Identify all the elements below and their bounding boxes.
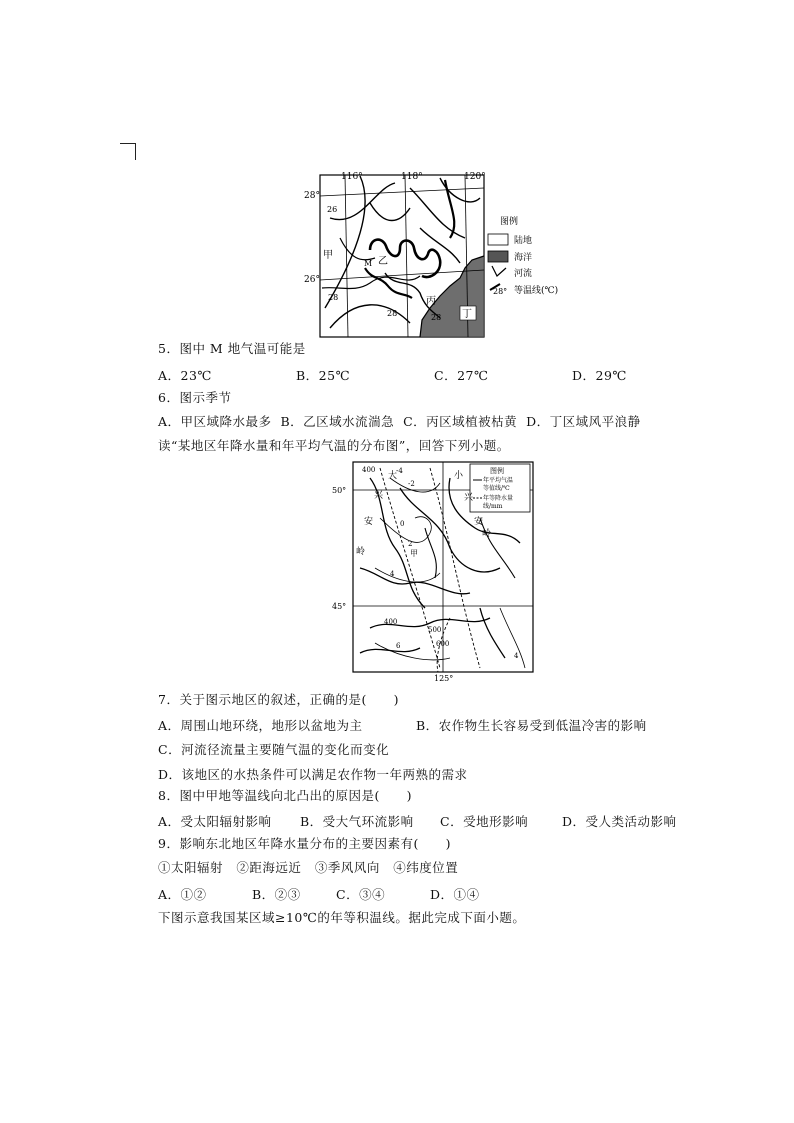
place-label-m: M bbox=[364, 259, 373, 268]
mountain-label: 岭 bbox=[356, 547, 366, 557]
legend2-precip: 年等降水量 bbox=[483, 495, 514, 502]
river-icon bbox=[492, 266, 506, 276]
isotherm-label: 26 bbox=[327, 205, 338, 214]
q8-option-d[interactable]: D．受人类活动影响 bbox=[562, 814, 677, 829]
q7-option-d[interactable]: D．该地区的水热条件可以满足农作物一年两熟的需求 bbox=[158, 767, 468, 782]
lon-label: 116° bbox=[341, 172, 363, 182]
mountain-label: 安 bbox=[364, 517, 374, 527]
q5-option-a[interactable]: A．23℃ bbox=[158, 368, 212, 383]
isotherm-label: 28 bbox=[328, 293, 339, 302]
intro-2: 读“某地区年降水量和年平均气温的分布图”，回答下列小题。 bbox=[158, 438, 510, 453]
legend-ocean: 海洋 bbox=[514, 253, 533, 263]
lat-label: 26° bbox=[304, 275, 320, 285]
mountain-label: 兴 bbox=[374, 491, 384, 501]
lon-label: 118° bbox=[401, 172, 423, 182]
lon-label: 120° bbox=[464, 172, 486, 182]
legend2-precip-unit: 线/mm bbox=[483, 503, 503, 510]
q7-option-b[interactable]: B．农作物生长容易受到低温冷害的影响 bbox=[416, 718, 647, 733]
temp-label: 6 bbox=[396, 642, 401, 650]
legend2-temp: 年平均气温 bbox=[483, 477, 514, 484]
q8-option-c[interactable]: C．受地形影响 bbox=[440, 814, 529, 829]
q5-option-b[interactable]: B．25℃ bbox=[296, 368, 351, 383]
place-label-yi: 乙 bbox=[378, 256, 388, 267]
corner-bracket bbox=[120, 143, 136, 160]
place-label-jia: 甲 bbox=[323, 250, 333, 261]
precip-label: 500 bbox=[428, 626, 442, 634]
q5-option-c[interactable]: C．27℃ bbox=[434, 368, 489, 383]
temp-label: 4 bbox=[390, 570, 395, 578]
temp-label: -4 bbox=[396, 467, 403, 475]
legend2-title: 图例 bbox=[490, 467, 504, 475]
lat-label: 50° bbox=[332, 486, 347, 495]
q9-option-b[interactable]: B．②③ bbox=[252, 887, 301, 902]
lat-label: 28° bbox=[304, 191, 320, 201]
q9-option-d[interactable]: D．①④ bbox=[430, 887, 480, 902]
precip-label: 600 bbox=[436, 640, 450, 648]
temp-label: 2 bbox=[408, 540, 413, 548]
mountain-label: 安 bbox=[474, 517, 484, 527]
q5-option-d[interactable]: D．29℃ bbox=[572, 368, 627, 383]
q9-option-a[interactable]: A．①② bbox=[158, 887, 207, 902]
q7-option-c[interactable]: C．河流径流量主要随气温的变化而变化 bbox=[158, 742, 390, 757]
precip-label: 400 bbox=[384, 618, 398, 626]
q9-stem: 9．影响东北地区年降水量分布的主要因素有( ) bbox=[158, 836, 452, 851]
mountain-label: 大 bbox=[388, 471, 398, 481]
legend-river: 河流 bbox=[514, 269, 533, 279]
q9-factors: ①太阳辐射 ②距海远近 ③季风风向 ④纬度位置 bbox=[158, 860, 459, 875]
map-1-figure bbox=[300, 168, 600, 343]
mountain-label: 兴 bbox=[464, 493, 474, 503]
place-label-jia: 甲 bbox=[410, 549, 418, 558]
q6-options[interactable]: A．甲区域降水最多 B．乙区域水流湍急 C．丙区域植被枯黄 D．丁区域风平浪静 bbox=[158, 414, 641, 429]
map-1 bbox=[300, 168, 600, 343]
precip-label: 400 bbox=[362, 466, 376, 474]
temp-label: 4 bbox=[514, 652, 519, 660]
map-2 bbox=[330, 458, 540, 683]
q8-option-b[interactable]: B．受大气环流影响 bbox=[300, 814, 414, 829]
legend-iso-value: 28° bbox=[493, 287, 508, 296]
legend-isotherm: 等温线(℃) bbox=[514, 286, 559, 296]
place-label-bing: 丙 bbox=[426, 296, 436, 307]
outro-text: 下图示意我国某区域≥10℃的年等积温线。据此完成下面小题。 bbox=[158, 910, 526, 925]
mountain-label: 岭 bbox=[482, 529, 492, 539]
mountain-label: 小 bbox=[454, 471, 464, 481]
lat-label: 45° bbox=[332, 602, 347, 611]
place-label-ding: 丁 bbox=[462, 309, 472, 320]
q7-stem: 7．关于图示地区的叙述，正确的是( ) bbox=[158, 692, 400, 707]
q9-option-c[interactable]: C．③④ bbox=[336, 887, 386, 902]
q8-option-a[interactable]: A．受太阳辐射影响 bbox=[158, 814, 272, 829]
legend2-temp-unit: 等值线/℃ bbox=[483, 485, 510, 492]
q5-stem: 5．图中 M 地气温可能是 bbox=[158, 341, 306, 356]
lon-label: 125° bbox=[434, 674, 454, 683]
q6-stem: 6．图示季节 bbox=[158, 390, 232, 405]
isotherm-label: 28 bbox=[431, 313, 442, 322]
isotherm-label: 28 bbox=[387, 309, 398, 318]
legend-title: 图例 bbox=[500, 217, 519, 227]
q7-option-a[interactable]: A．周围山地环绕，地形以盆地为主 bbox=[158, 718, 363, 733]
temp-label: -2 bbox=[408, 480, 415, 488]
map-2-figure bbox=[330, 458, 540, 683]
temp-label: 0 bbox=[400, 520, 405, 528]
q8-stem: 8．图中甲地等温线向北凸出的原因是( ) bbox=[158, 788, 413, 803]
legend-land: 陆地 bbox=[514, 236, 533, 246]
